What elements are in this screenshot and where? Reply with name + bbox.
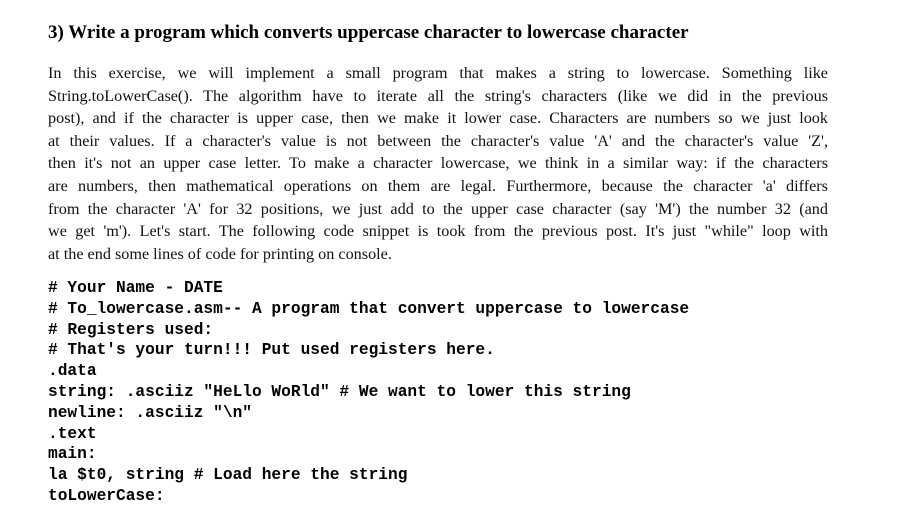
code-line: # To_lowercase.asm-- A program that convert uppercase to lowercase: [48, 299, 690, 318]
code-line: newline: .asciiz "\n": [48, 403, 252, 422]
code-line: # Registers used:: [48, 320, 214, 339]
code-line: .data: [48, 362, 97, 381]
code-line: # That's your turn!!! Put used registers here.: [48, 341, 495, 360]
exercise-heading: 3) Write a program which converts uppercase character to lowercase character: [48, 22, 689, 43]
code-line: main:: [48, 445, 97, 464]
paragraph-line: post), and if the character is upper case, then we make it lower case. Characters are numbers so we just look: [48, 109, 828, 128]
paragraph-line: at their values. If a character's value is not between the character's value 'A' and the character's value 'Z',: [48, 131, 828, 150]
paragraph-line: then it's not an upper case letter. To make a character lowercase, we think in a similar way: if the characters: [48, 154, 828, 173]
paragraph-line: we get 'm'). Let's start. The following code snippet is took from the previous post. It's just "while" loop with: [48, 222, 828, 241]
description-paragraph: [48, 62, 838, 265]
code-line: # Your Name - DATE: [48, 279, 223, 297]
paragraph-line: In this exercise, we will implement a small program that makes a string to lowercase. Something like: [48, 64, 828, 82]
paragraph-line: from the character 'A' for 32 positions, we just add to the upper case character (say 'M') the number 32 (and: [48, 199, 828, 218]
paragraph-line: String.toLowerCase(). The algorithm have to iterate all the string's characters (like we did in the previous: [48, 86, 828, 105]
paragraph-line: are numbers, then mathematical operations on them are legal. Furthermore, because the character 'a' differs: [48, 176, 828, 195]
code-line: .text: [48, 424, 97, 443]
code-line: la $t0, string # Load here the string: [48, 466, 408, 485]
code-line: string: .asciiz "HeLlo WoRld" # We want to lower this string: [48, 382, 631, 401]
code-line: toLowerCase:: [48, 486, 165, 505]
paragraph-line: at the end some lines of code for printing on console.: [48, 244, 392, 263]
code-block: [48, 278, 689, 507]
